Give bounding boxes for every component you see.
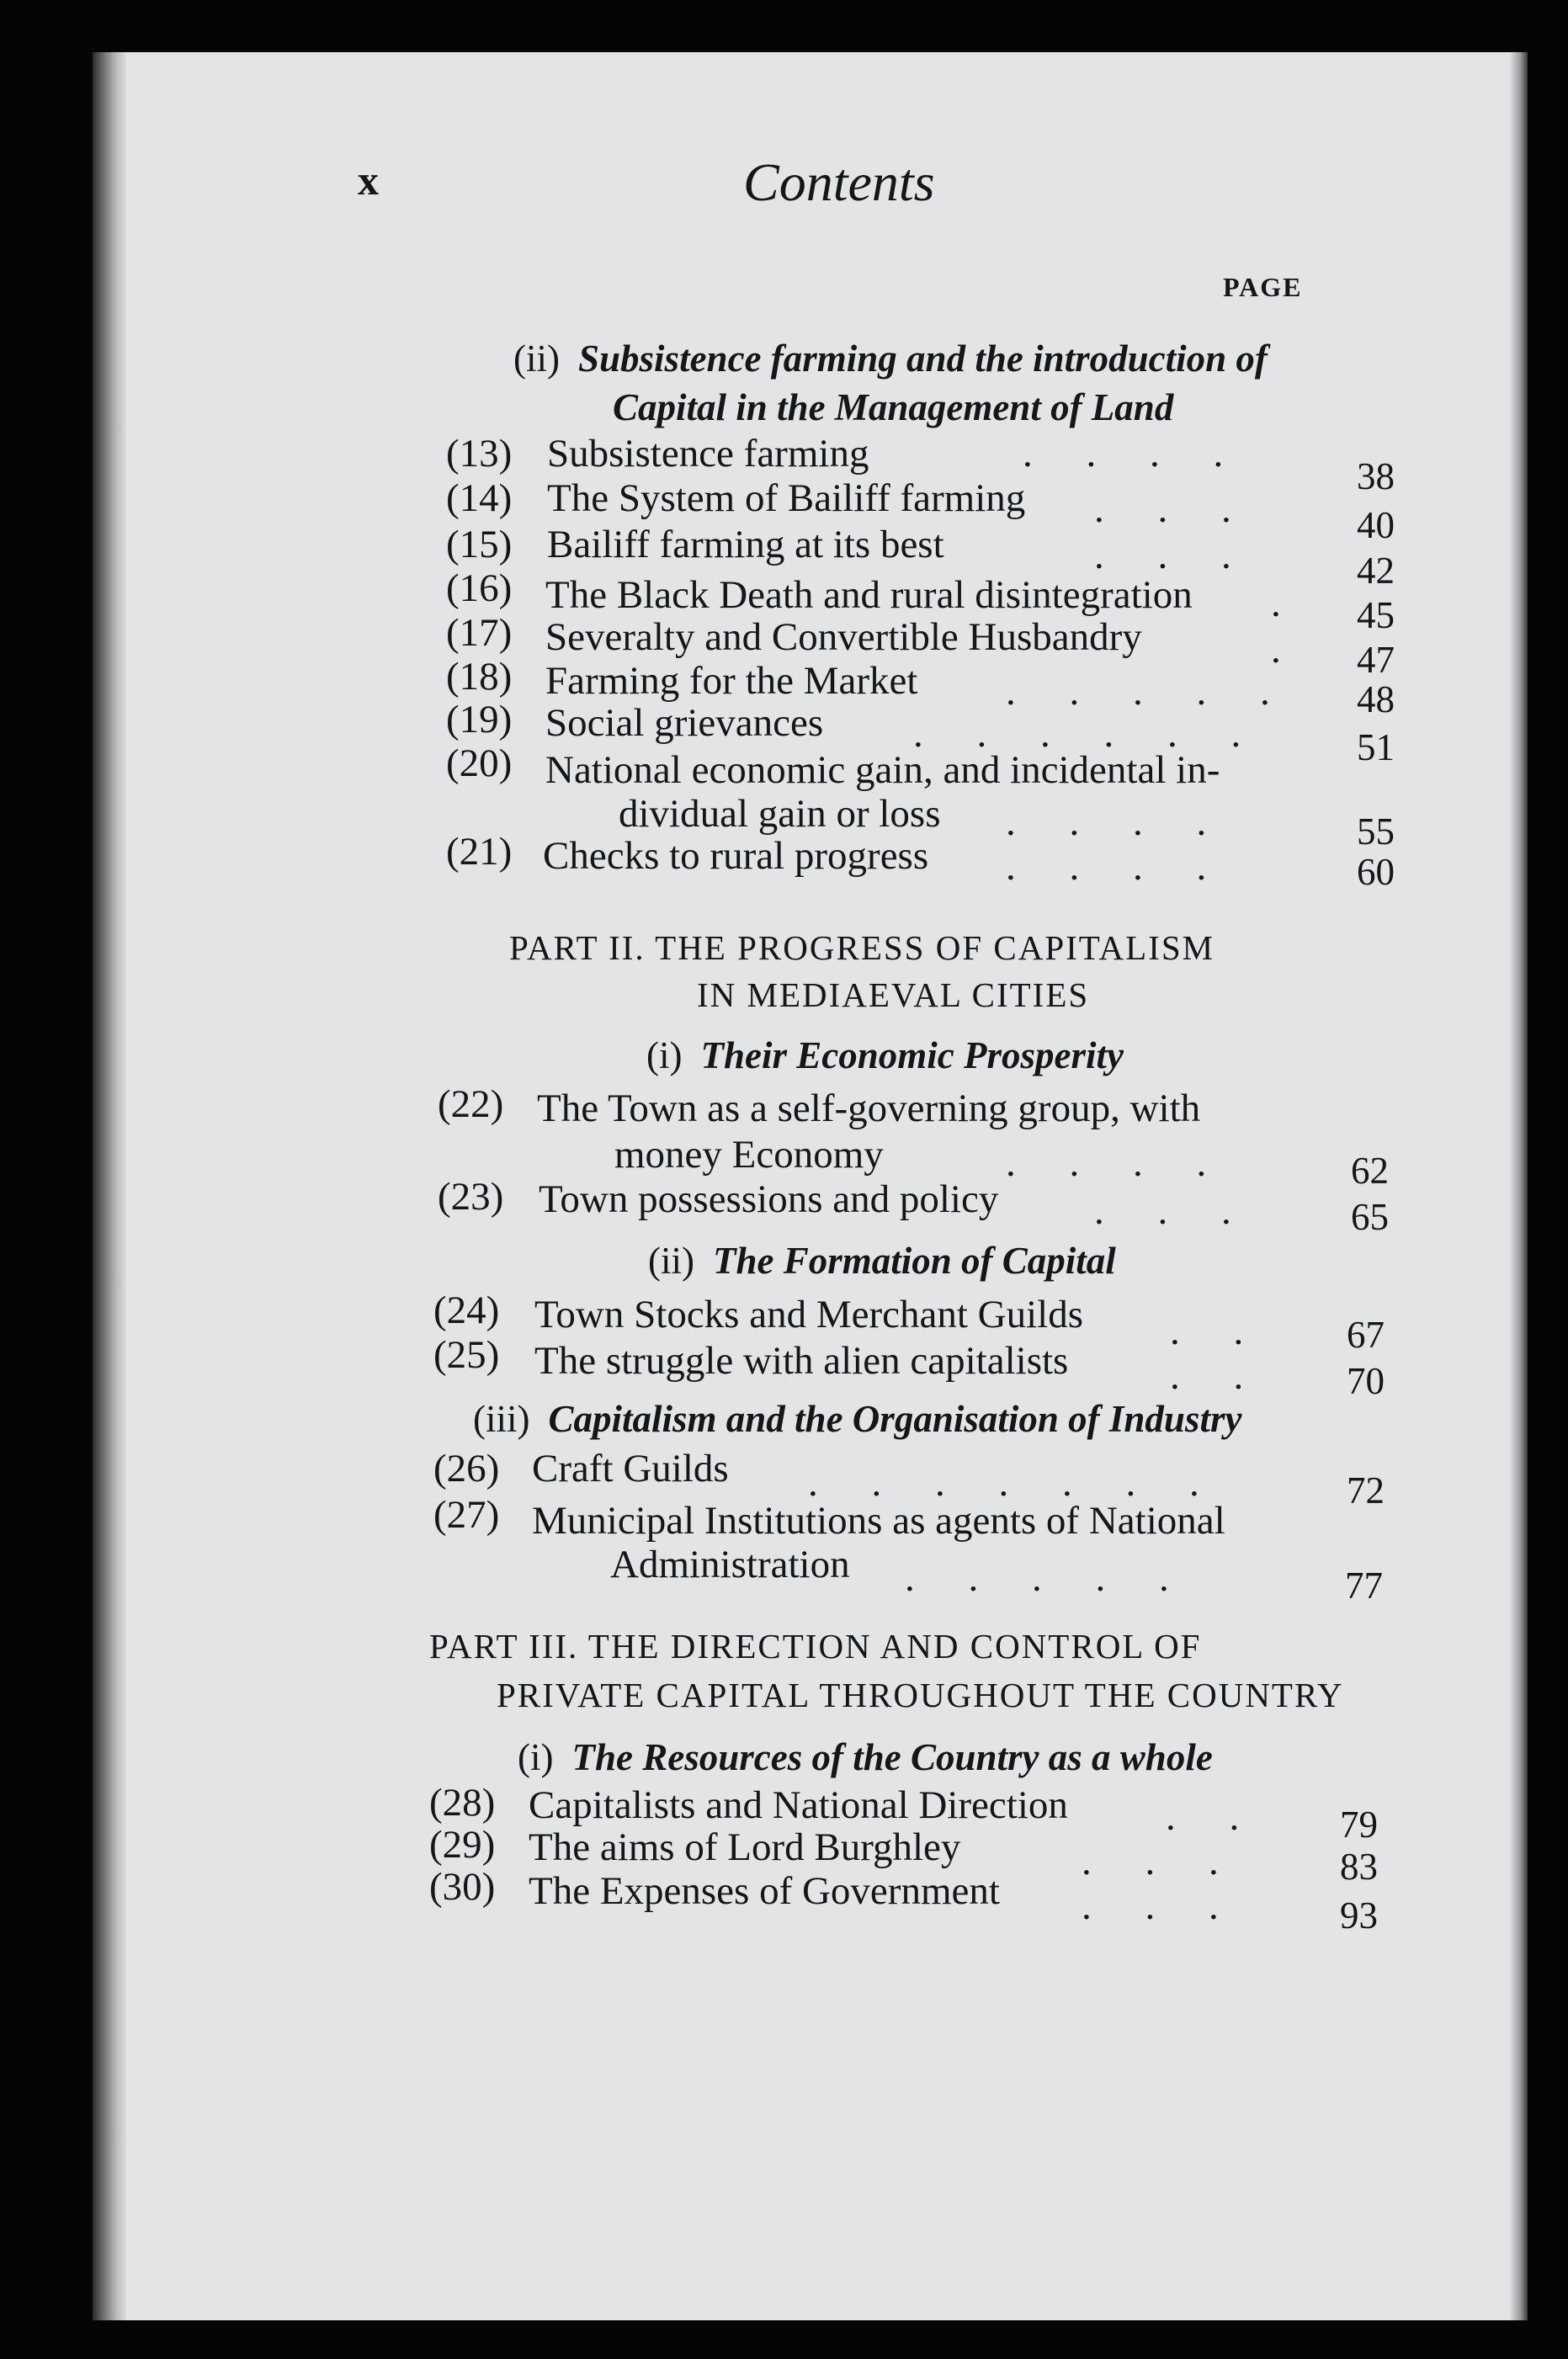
entry-page: 79 xyxy=(1340,1804,1378,1846)
entry-title-continuation: money Economy xyxy=(614,1133,884,1177)
entry-page: 51 xyxy=(1357,726,1395,768)
entry-page: 47 xyxy=(1357,639,1395,681)
section-heading-organisation: (iii) Capitalism and the Organisation of Industry xyxy=(473,1398,1242,1440)
entry-number: (25) xyxy=(433,1333,500,1377)
entry-number: (22) xyxy=(438,1082,504,1126)
entry-title: Capitalists and National Direction xyxy=(529,1783,1068,1827)
entry-title: Social grievances xyxy=(545,701,824,745)
part-heading: PART II. THE PROGRESS OF CAPITALISM xyxy=(509,928,1215,967)
entry-page: 42 xyxy=(1357,550,1395,592)
entry-title: Town Stocks and Merchant Guilds xyxy=(534,1293,1084,1336)
entry-number: (13) xyxy=(446,432,513,476)
section-heading-subsistence-cont: Capital in the Management of Land xyxy=(613,386,1174,428)
entry-title: Town possessions and policy xyxy=(539,1177,999,1221)
entry-page: 72 xyxy=(1347,1469,1385,1512)
entry-page: 67 xyxy=(1347,1314,1385,1356)
entry-page: 77 xyxy=(1345,1565,1383,1607)
section-heading-subsistence: (ii) Subsistence farming and the introduction of xyxy=(513,337,1268,380)
dot-leader: . . . xyxy=(1094,1189,1253,1233)
entry-number: (28) xyxy=(429,1781,496,1825)
folio-number: x xyxy=(358,157,379,204)
dot-leader: . . . . . xyxy=(905,1556,1191,1600)
entry-number: (18) xyxy=(446,655,513,699)
entry-page: 83 xyxy=(1340,1846,1378,1888)
entry-number: (19) xyxy=(446,698,513,741)
entry-title: Bailiff farming at its best xyxy=(547,523,944,566)
entry-page: 55 xyxy=(1357,810,1395,853)
dot-leader: . . . . . . . xyxy=(808,1461,1221,1505)
entry-page: 60 xyxy=(1357,851,1395,893)
part-heading-cont: PRIVATE CAPITAL THROUGHOUT THE COUNTRY xyxy=(497,1676,1344,1714)
entry-number: (30) xyxy=(429,1865,496,1909)
dot-leader: . . xyxy=(1170,1310,1266,1353)
part-heading: PART III. THE DIRECTION AND CONTROL OF xyxy=(429,1627,1202,1666)
entry-page: 65 xyxy=(1351,1196,1389,1238)
entry-title: Farming for the Market xyxy=(545,659,918,703)
entry-number: (15) xyxy=(446,523,513,566)
entry-title: Checks to rural progress xyxy=(543,834,929,878)
dot-leader: . . . xyxy=(1094,487,1253,531)
dot-leader: . . . xyxy=(1082,1840,1241,1883)
entry-title: The System of Bailiff farming xyxy=(547,476,1026,520)
entry-number: (16) xyxy=(446,566,513,610)
entry-number: (29) xyxy=(429,1823,496,1867)
dot-leader: . . . . . xyxy=(1006,670,1292,714)
entry-number: (24) xyxy=(433,1288,500,1332)
section-heading-formation: (ii) The Formation of Capital xyxy=(648,1240,1116,1282)
entry-title: The Town as a self-governing group, with xyxy=(537,1087,1201,1130)
section-heading-resources: (i) The Resources of the Country as a whole xyxy=(518,1736,1213,1778)
dot-leader: . xyxy=(1271,628,1303,672)
dot-leader: . . . . xyxy=(1006,800,1229,844)
entry-title: The Expenses of Government xyxy=(529,1869,1000,1913)
dot-leader: . . . . xyxy=(1006,845,1229,889)
entry-page: 93 xyxy=(1340,1894,1378,1937)
entry-number: (17) xyxy=(446,611,513,655)
dot-leader: . . . . xyxy=(1023,432,1246,476)
entry-page: 48 xyxy=(1357,678,1395,720)
dot-leader: . . . . xyxy=(1006,1141,1229,1185)
entry-title: National economic gain, and incidental in- xyxy=(545,748,1220,792)
dot-leader: . xyxy=(1271,582,1303,625)
entry-number: (27) xyxy=(433,1493,500,1537)
entry-page: 45 xyxy=(1357,594,1395,636)
dot-leader: . . . xyxy=(1094,534,1253,577)
dot-leader: . . xyxy=(1170,1354,1266,1398)
entry-title: Craft Guilds xyxy=(532,1447,729,1490)
part-heading-cont: IN MEDIAEVAL CITIES xyxy=(697,975,1090,1014)
entry-title: The aims of Lord Burghley xyxy=(529,1825,961,1869)
entry-title: The Black Death and rural disintegration xyxy=(545,573,1193,617)
dot-leader: . . . . . . xyxy=(913,712,1263,756)
entry-page: 38 xyxy=(1357,455,1395,497)
entry-number: (21) xyxy=(446,830,513,874)
entry-title-continuation: dividual gain or loss xyxy=(619,792,941,836)
entry-page: 62 xyxy=(1351,1150,1389,1192)
running-head-title: Contents xyxy=(743,152,935,212)
entry-number: (20) xyxy=(446,741,513,785)
entry-page: 40 xyxy=(1357,504,1395,546)
entry-page: 70 xyxy=(1347,1360,1385,1402)
entry-title-continuation: Administration xyxy=(610,1543,850,1586)
entry-title: The struggle with alien capitalists xyxy=(534,1339,1069,1383)
dot-leader: . . . xyxy=(1082,1884,1241,1928)
entry-number: (26) xyxy=(433,1447,500,1490)
entry-number: (23) xyxy=(438,1175,504,1219)
entry-title: Severalty and Convertible Husbandry xyxy=(545,615,1142,659)
section-heading-prosperity: (i) Their Economic Prosperity xyxy=(646,1034,1124,1076)
entry-title: Municipal Institutions as agents of National xyxy=(532,1499,1225,1543)
dot-leader: . . xyxy=(1166,1795,1262,1839)
entry-number: (14) xyxy=(446,476,513,520)
page-column-heading: PAGE xyxy=(1223,272,1303,302)
entry-title: Subsistence farming xyxy=(547,432,869,476)
